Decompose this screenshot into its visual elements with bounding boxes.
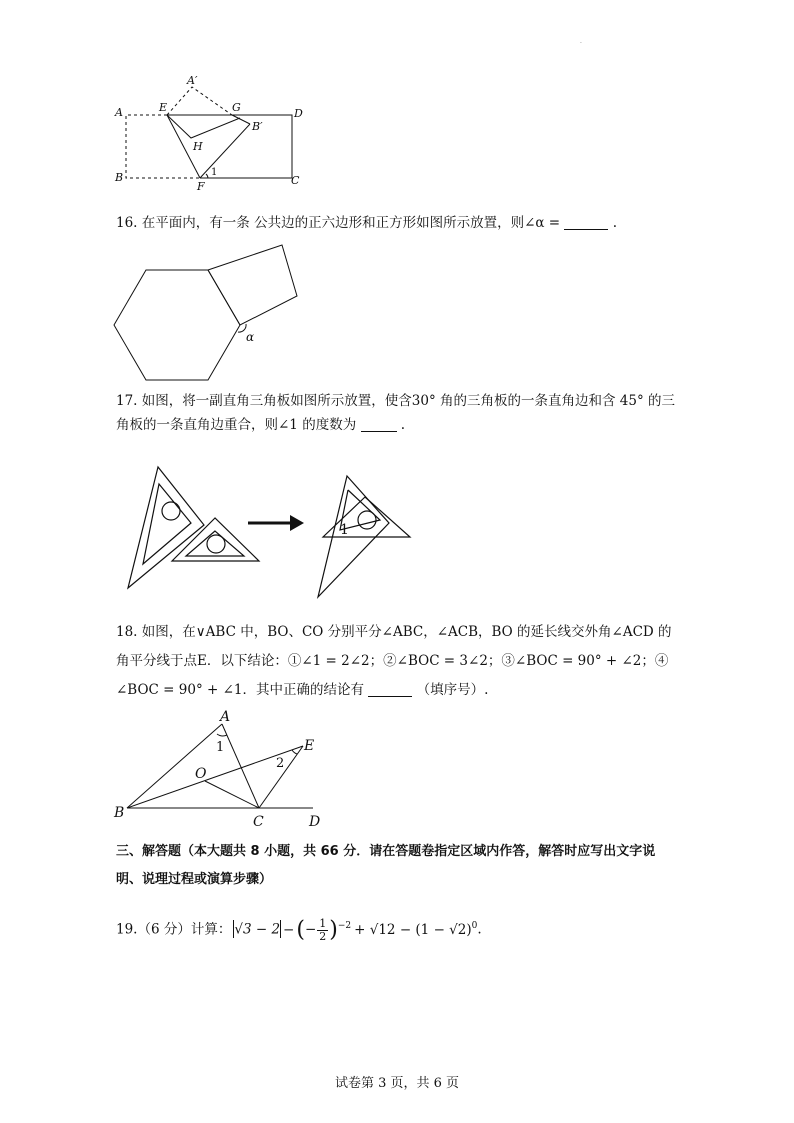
figure-17-set-squares (118, 460, 428, 600)
angle-1-arc (217, 734, 227, 736)
question-19 (116, 914, 482, 943)
angle-1-arc (206, 174, 208, 178)
q18-answer-blank[interactable] (368, 682, 412, 697)
top-mark: · (580, 40, 582, 47)
angle-1-label: 1 (340, 522, 349, 538)
q19-math-6: + √12 − (1 − √2) (354, 921, 472, 938)
label-A: A (115, 106, 123, 119)
arrow-icon (248, 515, 304, 531)
fold-dashed-edge (167, 87, 232, 115)
label-F: F (197, 180, 205, 193)
label-A-prime: A′ (187, 74, 198, 87)
label-B: B (114, 805, 125, 821)
q19-math-2: − (283, 921, 295, 938)
triangle-30-left (128, 467, 204, 588)
label-G: G (232, 101, 241, 114)
q17-line-1 (116, 389, 675, 413)
label-O: O (195, 766, 207, 782)
alpha-label: α (246, 330, 255, 344)
q19-abs-close (280, 920, 281, 938)
label-D: D (294, 107, 303, 120)
regular-hexagon (114, 270, 240, 380)
q18-line-1 (116, 618, 672, 647)
label-D: D (309, 814, 321, 830)
section-3-heading (116, 838, 655, 894)
section-3-line-2: 明、说理过程或演算步骤） (116, 872, 273, 887)
q18-line1-text: 如图，在∨ABC 中，BO、CO 分别平分∠ABC，∠ACB，BO 的延长线交外角∠ACD 的 (141, 624, 672, 640)
label-E: E (159, 101, 168, 114)
q19-exponent: −2 (337, 921, 352, 931)
q18-line-3 (116, 676, 672, 705)
q16-answer-blank[interactable] (564, 215, 608, 230)
q18-line2-text: 角平分线于点E．以下结论：①∠1 = 2∠2；②∠BOC = 3∠2；③∠BOC = 90° + ∠2；④ (116, 653, 669, 669)
q17-number: 17. (116, 393, 138, 409)
q19-exponent-zero: 0 (471, 921, 478, 931)
question-17 (116, 389, 675, 437)
label-E: E (304, 738, 315, 754)
rect-dashed-edge (126, 115, 200, 178)
q19-paren: ( (296, 917, 305, 943)
question-18 (116, 618, 672, 705)
figure-15-folded-rectangle (112, 70, 312, 195)
hole-right (358, 511, 376, 529)
label-1: 1 (211, 167, 218, 178)
label-A: A (220, 709, 231, 725)
square (208, 245, 297, 325)
triangle-EHG (167, 115, 240, 138)
q18-line3-end: （填序号）. (416, 682, 489, 698)
q16-text: 在平面内，有一条 公共边的正六边形和正方形如图所示放置，则∠α = (141, 215, 561, 231)
alpha-angle-arc (238, 324, 246, 332)
q19-prefix: 19.（6 分）计算： (116, 921, 232, 938)
hole-30-left (162, 502, 180, 520)
q19-fraction (317, 918, 328, 943)
line-G-B-prime (232, 115, 250, 124)
q18-line3-text: ∠BOC = 90° + ∠1．其中正确的结论有 (116, 682, 364, 698)
label-2: 2 (276, 756, 285, 771)
q19-numerator: 1 (319, 916, 327, 930)
section-3-line-1: 三、解答题（本大题共 8 小题，共 66 分．请在答题卷指定区域内作答，解答时应写出文字说 (116, 844, 656, 859)
line-OC (205, 781, 259, 808)
q19-neg: − (304, 921, 317, 938)
triangle-45-left (172, 518, 259, 561)
label-C: C (253, 814, 264, 830)
line-BA (127, 724, 225, 808)
angle-2-arc (292, 750, 297, 754)
page-footer: 试卷第 3 页，共 6 页 (334, 1076, 460, 1091)
q19-paren-close: ) (329, 917, 338, 943)
question-16 (116, 213, 617, 233)
figure-18-triangle-abc (110, 708, 340, 833)
q17-line1-text: 如图，将一副直角三角板如图所示放置，使含30° 角的三角板的一条直角边和含 45° 的三 (141, 393, 676, 409)
q17-end: . (400, 417, 406, 433)
q19-math-1: √3 − 2 (234, 921, 281, 938)
q18-line-2 (116, 647, 672, 676)
q17-answer-blank[interactable] (361, 417, 397, 432)
triangle-45-right (323, 497, 410, 537)
line-FB-prime (200, 124, 250, 178)
q19-denominator: 2 (319, 929, 327, 943)
label-C: C (291, 174, 300, 187)
label-1: 1 (216, 740, 225, 755)
q19-end: . (477, 921, 482, 938)
label-B-prime: B′ (252, 120, 263, 133)
q17-line2-text: 角板的一条直角边重合，则∠1 的度数为 (116, 417, 357, 433)
label-B: B (115, 171, 124, 184)
q18-number: 18. (116, 624, 138, 640)
q16-number: 16. (116, 215, 138, 231)
line-AC (222, 724, 259, 808)
hole-45-left (207, 535, 225, 553)
q16-end: . (612, 215, 617, 231)
label-H: H (193, 140, 203, 153)
q17-line-2 (116, 413, 675, 437)
figure-16-hexagon-square (110, 232, 310, 387)
